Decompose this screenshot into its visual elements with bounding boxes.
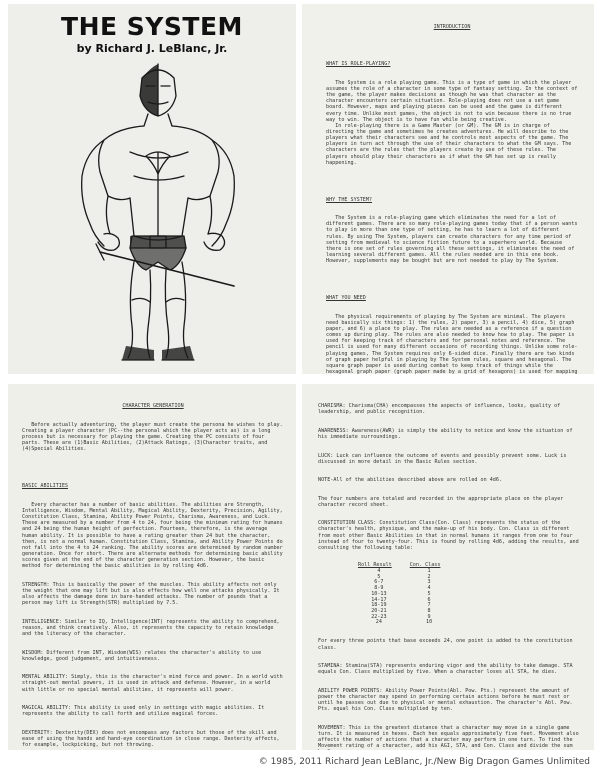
ability-charisma: CHARISMA: Charisma(CHA) encompasses the aspects of influence, looks, quality of leadership, and public recognition. [318, 403, 564, 416]
ability-luck: LUCK: Luck can influence the outcome of events and possibly prevent some. Luck is discussed in more detail in the Basic Rules section. [318, 452, 570, 465]
introduction-page [302, 4, 594, 374]
table-cell: 5 [377, 573, 381, 580]
table-cell: 4 [427, 585, 431, 592]
table-row [358, 620, 458, 626]
con-class-table [358, 563, 458, 626]
note-line-2: The four numbers are totaled and recorded in the appropriate place on the player character record sheet. [318, 495, 567, 508]
introduction-column [326, 12, 581, 374]
table-cell: 9 [427, 613, 431, 620]
table-cell: 1 [427, 568, 431, 575]
table-cell: 5 [427, 590, 431, 597]
table-cell: 20-21 [371, 608, 387, 614]
ability-intelligence: INTELLIGENCE: Similar to IQ, Intelligence(INT) represents the ability to comprehend, reason, and think creatively. Also, it represents the capacity to retain knowledge and the literacy of the character. [22, 618, 283, 638]
table-cell: 3 [427, 579, 431, 586]
table-cell: 22-23 [371, 613, 387, 620]
table-cell: 6-7 [374, 579, 384, 586]
table-cell: 7 [427, 602, 431, 609]
section-title: WHY THE SYSTEM? [326, 196, 373, 203]
section-body: The physical requirements of playing by The System are minimal. The players need basically six things: 1) the rules, 2) paper, 3) a pencil, 4) dice, 5) graph paper, and 6) a place to play. The rules are needed as a reference if a question comes up during play. The rules are also needed to know how to play. The paper is used for keeping track of characters and for personal notes and reference. The pencil is used for many different occasions of recording things. Unlike some role-playing games, The System requires only 6-sided dice. Finally there are two kinds of graph paper helpful in playing by The System rules, square and hexagonal. The square graph paper is used during combat to keep track of things while the hexagonal graph paper (graph paper made by a grid of hexagons) is used for mapping [326, 313, 578, 374]
table-header: Con. Class [409, 562, 441, 569]
table-cell: 8-9 [374, 585, 384, 592]
ability-awareness: AWARENESS: Awareness(AWR) is simply the ability to notice and know the situation of his immediate surroundings. [318, 427, 576, 441]
table-cell: 6 [427, 596, 431, 603]
con-bonus-note: For every three points that base exceeds 24, one point is added to the constitution class. [318, 638, 576, 651]
table-cell: 24 [375, 619, 382, 626]
basic-abilities-body: Every character has a number of basic abilities. The abilities are Strength, Intelligence, Wisdom, Mental Ability, Magical Ability, Dexterity, Precision, Agility, Constitution Class, Stamina, Ability Power Points, Charisma, Awareness, and Luck. These are measured by a number from 4 to 24, four being the minimum rating for humans and 24 being the human height of perfection. Fourteen, therefore, is the average human ability. It is possible to have a rating greater than 24 but the character, then, is not a normal human. Constitution Class, Stamina, and Ability Power Points do not fall into the 4 to 24 ranking. The ability scores are determined by random number generation. Once for short. There are alternate methods for determining basic ability scores given at the end of the character generation section. However, the basic method for determining the basic abilities is by rolling 4d6. [22, 501, 286, 570]
cover-page [8, 4, 296, 374]
note-line: NOTE-All of the abilities described above are rolled on 4d6. [318, 477, 503, 484]
section-body: The System is a role playing game. This is a type of game in which the player assumes the role of a character in some type of fantasy setting. In the context of the game, the player makes decisions as though he was that character as the character encounters certain situation. Role-playing does not use a set game board. However, maps and playing pieces can be used and the game is different every time. Unlike most games, the object is not to win because there is no true way to win. The object is to have fun while being creative. In role-playing there is a Game Master (or GM). The GM is in charge of directing the game and sometimes he creates adventures. He will describe to the players what their characters see and he controls most aspects of the game. The players in turn act through the use of their characters to what the GM says. The characters are the rules that the players create by use of these rules. The players should play their characters as if what the GM has set up is really happening. [326, 79, 578, 166]
ability-strength: STRENGTH: This is basically the power of the muscles. This ability affects not only the weight that one may lift but is also effects how well one attacks physically. It also affects the damage done in bare-handed attacks. The number of pounds that a person may lift is Strength(STR) multiplied by 7.5. [22, 581, 283, 607]
ability-constitution: CONSTITUTION CLASS: Constitution Class(Con. Class) represents the status of the character's health, physique, and the make-up of his body. Con. Class is different from most other Basic Abilities in that in normal humans it ranges from one to four instead of four to twenty-four. This is found by rolling 4d6, adding the results, and consulting the following table: [318, 520, 582, 551]
ability-dexterity: DEXTERITY: Dexterity(DEX) does not encompass any factors but those of the skill and ease of using the hands and hand-eye coordination in close range. Dexterity affects, for example, lockpicking, but not throwing. [22, 729, 283, 748]
ability-stamina: STAMINA: Stamina(STA) represents enduring vigor and the ability to take damage. STA equals Con. Class multiplied by five. When a character loses all STA, he dies. [318, 663, 576, 676]
hero-illustration [38, 56, 278, 364]
character-generation-column [22, 391, 284, 750]
table-cell: 10-13 [371, 590, 387, 597]
basic-abilities-title: BASIC ABILITIES [22, 483, 69, 490]
cover-title: THE SYSTEM [61, 12, 243, 41]
section-title: WHAT IS ROLE-PLAYING? [326, 61, 391, 68]
table-cell: 4 [377, 568, 381, 575]
character-generation-page [8, 384, 296, 750]
copyright-notice: © 1985, 2011 Richard Jean LeBlanc, Jr./New Big Dragon Games Unlimited [258, 757, 590, 767]
abilities-continued-page [302, 384, 594, 750]
abilities-continued-column [318, 391, 580, 750]
section-body: The System is a role-playing game which eliminates the need for a lot of different games. There are so many role-playing games today that if a person wants to play in more than one type of setting, he has to learn a lot of different rules. By using The System, players can create characters for any time period of setting from medieval to science fiction future to a superhero world. Because there is one set of rules governing all these settings, it eliminates the need of learning several different games. All the rules needed are in this one book. However, supplements may be bought but are not needed to play by The System. [326, 215, 581, 265]
table-cell: 10 [426, 619, 433, 626]
table-cell: 8 [427, 608, 431, 614]
ability-mental: MENTAL ABILITY: Simply, this is the character's mind force and power. In a world with straight-out mental powers, it is used in attack and defense. However, in a world with little or no special mental abilities, it represents will power. [22, 674, 286, 693]
ability-wisdom: WISDOM: Different from INT, Wisdom(WIS) relates the character's ability to use knowledge, good judgement, and intuitiveness. [22, 649, 265, 662]
chargen-heading: CHARACTER GENERATION [122, 403, 184, 410]
table-cell: 2 [427, 573, 431, 580]
cover-author: by Richard J. LeBlanc, Jr. [76, 42, 228, 55]
section-title: WHAT YOU NEED [326, 295, 366, 302]
ability-movement: MOVEMENT: This is the greatest distance that a character may move in a single game turn. It is measured in hexes. Each hex equals approximately five feet. Movement also affects the number of actions that a character may perform in one turn. To find the Movement rating of a character, add his AGI, STA, and Con. Class and divide the sum [318, 724, 579, 750]
table-cell: 14-17 [371, 596, 387, 603]
chargen-intro: Before actually adventuring, the player must create the persona he wishes to play. Creating a player character (PC--the personal which the player acts as) is a long process but is necessary for playing the game. Creating the PC consists of four parts. These are (1)Basic Abilities, (2)Attack Ratings, (3)Character traits, and (4)Special Abilities. [22, 421, 286, 453]
table-cell: 18-19 [371, 602, 387, 609]
ability-power-points: ABILITY POWER POINTS: Ability Power Points(Abl. Pow. Pts.) represent the amount of power the character may spend in performing certain actions before he must rest or until he passes out due to physical or mental exhaustion. The character's Abl. Pow. Pts. equal his Con. Class multiplied by ten. [318, 687, 576, 713]
table-header: Roll Result [358, 562, 392, 569]
ability-magical: MAGICAL ABILITY: This ability is used only in settings with magic abilities. It represents the ability to call forth and utilize magical forces. [22, 704, 268, 718]
introduction-heading: INTRODUCTION [433, 24, 471, 31]
